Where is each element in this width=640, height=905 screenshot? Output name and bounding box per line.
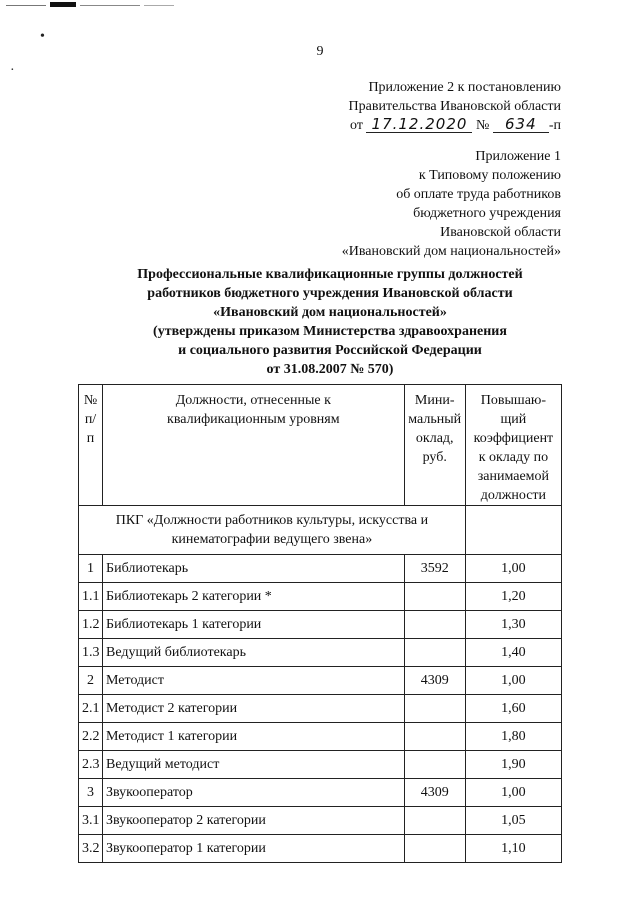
row-coefficient: 1,40 [465, 639, 561, 667]
row-num: 3 [79, 779, 103, 807]
row-position: Ведущий методист [103, 751, 405, 779]
row-coefficient: 1,60 [465, 695, 561, 723]
group-title-line: кинематографии ведущего звена» [171, 532, 373, 547]
number-sign: № [475, 118, 490, 133]
header-position [103, 385, 405, 506]
title-line: от 31.08.2007 № 570) [266, 362, 394, 377]
table-row [79, 667, 562, 695]
row-position: Методист 2 категории [103, 695, 405, 723]
header-num [79, 385, 103, 506]
row-salary: 4309 [404, 667, 465, 695]
row-salary: 4309 [404, 779, 465, 807]
title-line: (утверждены приказом Министерства здравоохранения [153, 324, 507, 339]
table-row [79, 583, 562, 611]
annex1-header [342, 147, 561, 261]
row-coefficient: 1,05 [465, 807, 561, 835]
row-salary [404, 639, 465, 667]
annex1-line: Ивановской области [440, 225, 561, 240]
annex2-suffix: -п [548, 118, 561, 133]
row-coefficient: 1,20 [465, 583, 561, 611]
handwritten-date: 17.12.2020 [366, 117, 472, 133]
row-position: Методист [103, 667, 405, 695]
header-num-line: № [83, 393, 98, 408]
row-salary [404, 695, 465, 723]
annex1-line: об оплате труда работников [396, 187, 561, 202]
row-num: 2.1 [79, 695, 103, 723]
annex1-line: бюджетного учреждения [413, 206, 561, 221]
title-line: и социального развития Российской Федерации [178, 343, 482, 358]
annex2-ref-line [349, 116, 561, 135]
header-num-line: п/п [84, 412, 97, 446]
row-salary [404, 583, 465, 611]
row-position: Звукооператор [103, 779, 405, 807]
page-number: 9 [316, 44, 324, 59]
row-coefficient: 1,80 [465, 723, 561, 751]
table-row [79, 611, 562, 639]
row-coefficient: 1,00 [465, 779, 561, 807]
annex1-line: Приложение 1 [475, 149, 561, 164]
scan-dot: · [10, 63, 15, 78]
row-position: Библиотекарь 1 категории [103, 611, 405, 639]
header-salary-line: Мини- [414, 393, 455, 408]
row-position: Библиотекарь 2 категории * [103, 583, 405, 611]
annex2-from-label: от [350, 118, 363, 133]
qualification-table [78, 384, 562, 863]
header-coefficient-line: коэффициент [473, 431, 554, 446]
row-num: 1.3 [79, 639, 103, 667]
title-line: Профессиональные квалификационные группы должностей [137, 267, 523, 282]
table-row [79, 835, 562, 863]
title-line: работников бюджетного учреждения Ивановской области [147, 286, 513, 301]
row-salary [404, 723, 465, 751]
row-num: 1.2 [79, 611, 103, 639]
header-salary [404, 385, 465, 506]
table-row [79, 751, 562, 779]
header-position-line: квалификационным уровням [167, 412, 340, 427]
row-coefficient: 1,30 [465, 611, 561, 639]
row-num: 3.1 [79, 807, 103, 835]
header-coefficient-line: щий [500, 412, 527, 427]
row-num: 1 [79, 555, 103, 583]
header-coefficient [465, 385, 561, 506]
group-row [79, 506, 562, 555]
group-empty-cell [465, 506, 561, 555]
header-salary-line: мальный [408, 412, 462, 427]
scan-noise-strip [6, 2, 176, 8]
table-row [79, 695, 562, 723]
table-row [79, 555, 562, 583]
row-num: 2.3 [79, 751, 103, 779]
annex2-line2: Правительства Ивановской области [348, 99, 561, 114]
row-num: 3.2 [79, 835, 103, 863]
row-salary [404, 835, 465, 863]
group-title [79, 506, 466, 555]
table-row [79, 779, 562, 807]
header-coefficient-line: Повышаю- [480, 393, 547, 408]
row-num: 2.2 [79, 723, 103, 751]
row-salary [404, 751, 465, 779]
row-num: 1.1 [79, 583, 103, 611]
row-coefficient: 1,00 [465, 555, 561, 583]
scan-dot: • [40, 29, 45, 44]
header-coefficient-line: к окладу по [478, 450, 549, 465]
handwritten-number: 634 [493, 117, 549, 133]
header-position-line: Должности, отнесенные к [175, 393, 331, 408]
title-line: «Ивановский дом национальностей» [213, 305, 447, 320]
row-coefficient: 1,00 [465, 667, 561, 695]
table-body [79, 555, 562, 863]
annex1-line: «Ивановский дом национальностей» [341, 244, 561, 259]
row-position: Звукооператор 1 категории [103, 835, 405, 863]
group-title-line: ПКГ «Должности работников культуры, искусства и [115, 513, 429, 528]
row-num: 2 [79, 667, 103, 695]
annex1-line: к Типовому положению [418, 168, 561, 183]
row-salary [404, 611, 465, 639]
document-title [70, 265, 590, 379]
row-position: Звукооператор 2 категории [103, 807, 405, 835]
header-salary-line: руб. [422, 450, 447, 465]
annex2-line1: Приложение 2 к постановлению [368, 80, 561, 95]
header-coefficient-line: должности [480, 488, 547, 503]
row-coefficient: 1,90 [465, 751, 561, 779]
row-position: Библиотекарь [103, 555, 405, 583]
table-row [79, 723, 562, 751]
table-row [79, 639, 562, 667]
header-salary-line: оклад, [415, 431, 454, 446]
annex2-header [349, 78, 561, 135]
row-position: Методист 1 категории [103, 723, 405, 751]
header-coefficient-line: занимаемой [477, 469, 550, 484]
row-salary [404, 807, 465, 835]
row-salary: 3592 [404, 555, 465, 583]
table-header-row [79, 385, 562, 506]
row-coefficient: 1,10 [465, 835, 561, 863]
row-position: Ведущий библиотекарь [103, 639, 405, 667]
table-row [79, 807, 562, 835]
